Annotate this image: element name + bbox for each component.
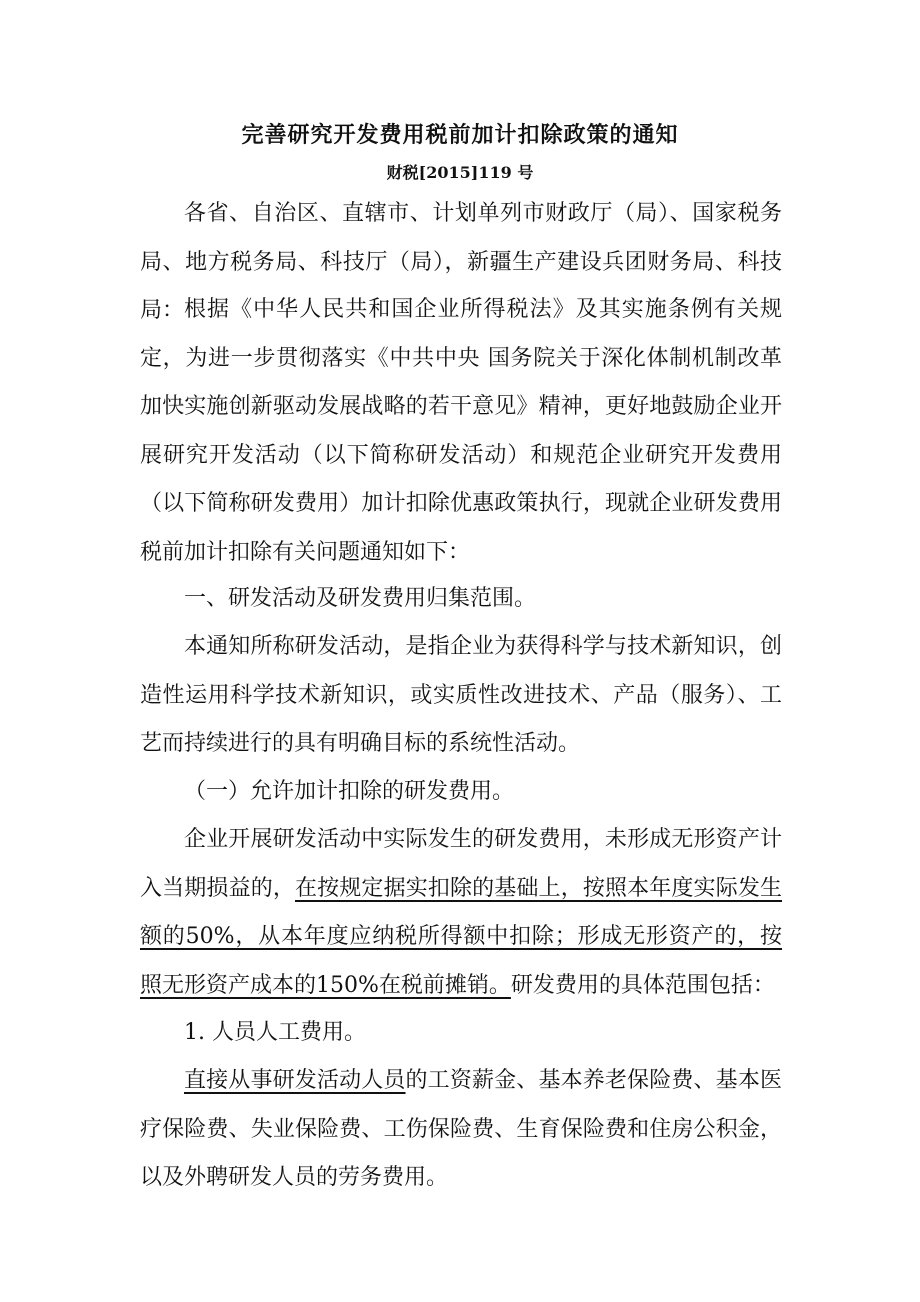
item-heading: 1. 人员人工费用。 [184,1020,366,1045]
intro-paragraph: 根据《中华人民共和国企业所得税法》及其实施条例有关规定，为进一步贯彻落实《中共中央 国务院关于深化体制机制改革加快实施创新驱动发展战略的若干意见》精神，更好地鼓励企业开展研究开发活动（以下简称研发活动）和规范企业研究开发费用（以下简称研发费用）加计扣除优惠政策执行，现就企业研发费用税前加计扣除有关问题通知如下： [140,297,782,565]
document-title: 完善研究开发费用税前加计扣除政策的通知 [241,122,679,148]
item-body-text: 的工资薪金、基本养老保险费、基本医疗保险费、失业保险费、工伤保险费、生育保险费和住房公积金，以及外聘研发人员的劳务费用。 [140,1068,782,1190]
section-heading: 一、研发活动及研发费用归集范围。 [184,586,537,611]
subsection-body-text-2: 研发费用的具体范围包括： [510,972,775,998]
item-body-underlined-text: 直接从事研发活动人员 [184,1068,406,1093]
document-number: 财税[2015]119 号 [386,163,534,182]
section-body-paragraph: 本通知所称研发活动，是指企业为获得科学与技术新知识，创造性运用科学技术新知识，或实质性改进技术、产品（服务）、工艺而持续进行的具有明确目标的系统性活动。 [140,634,782,756]
item-body-paragraph [140,1057,782,1203]
subsection-heading: （一）允许加计扣除的研发费用。 [184,779,515,804]
subsection-body-text-1: 企业开展研发活动中实际发生的研发费用，未形成无形资产计入当期损益的， [140,827,782,901]
subsection-body-underlined-text: 在按规定据实扣除的基础上，按照本年度实际发生额的50%，从本年度应纳税所得额中扣除；形成无形资产的，按照无形资产成本的150%在税前摊销。 [140,875,782,998]
addressees-paragraph: 各省、自治区、直辖市、计划单列市财政厅（局）、国家税务局、地方税务局、科技厅（局），新疆生产建设兵团财务局、科技局： [140,201,782,323]
subsection-body-paragraph [140,816,782,1010]
